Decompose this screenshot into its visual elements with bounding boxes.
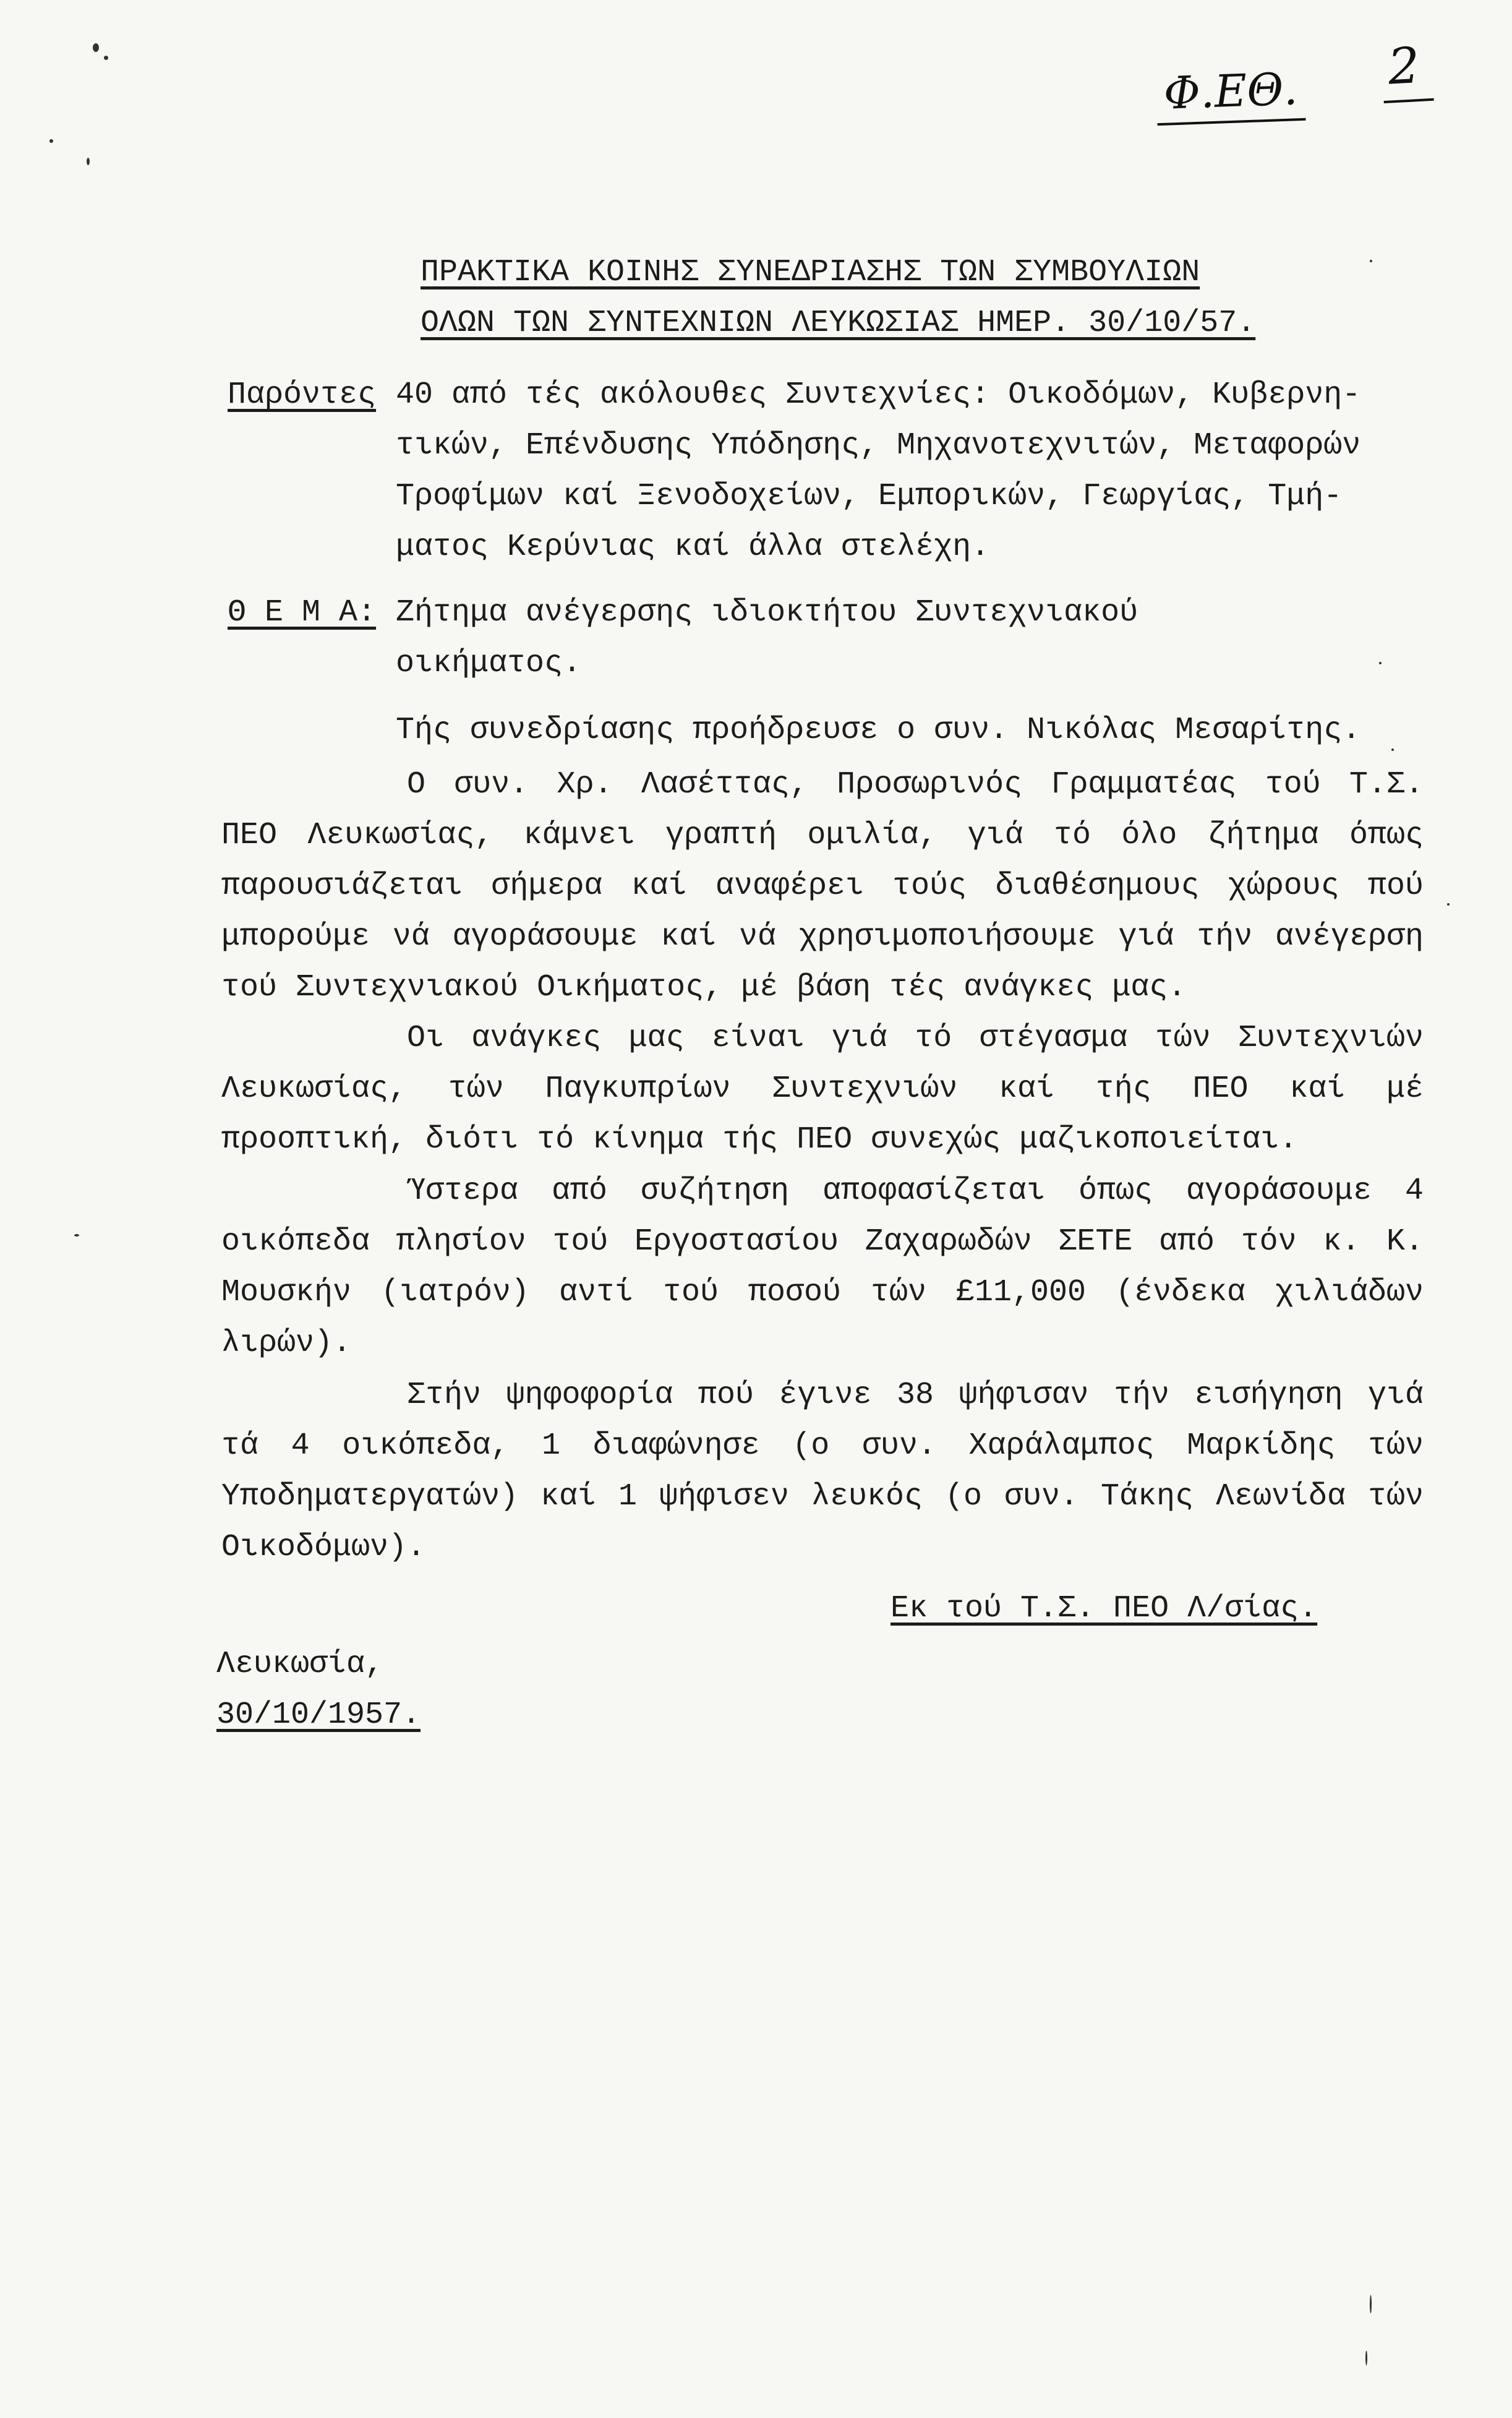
date-line: 30/10/1957. [216, 1697, 421, 1733]
scan-speck [93, 43, 99, 52]
place-line: Λευκωσία, [216, 1647, 384, 1682]
scan-speck [1391, 748, 1394, 751]
title-line-1: ΠΡΑΚΤΙΚΑ ΚΟΙΝΗΣ ΣΥΝΕΔΡΙΑΣΗΣ ΤΩΝ ΣΥΜΒΟΥΛΙΩΝ [421, 255, 1200, 290]
present-line-3: Τροφίμων καί Ξενοδοχείων, Εμπορικών, Γεωργίας, Τμή- [396, 479, 1343, 514]
present-label: Παρόντες [228, 377, 377, 413]
scan-speck [49, 139, 53, 143]
signature-text: Εκ τού Τ.Σ. ΠΕΟ Λ/σίας. [891, 1591, 1318, 1626]
handwritten-page-number: 2 [1380, 36, 1433, 103]
scan-speck [104, 56, 108, 60]
present-list [396, 370, 1422, 573]
scan-speck [1447, 903, 1450, 906]
scan-speck [74, 1234, 79, 1237]
title-line-2: ΟΛΩΝ ΤΩΝ ΣΥΝΤΕΧΝΙΩΝ ΛΕΥΚΩΣΙΑΣ ΗΜΕΡ. 30/10/57. [421, 306, 1256, 341]
topic-line-2: οικήματος. [396, 646, 582, 681]
document-title [421, 247, 1348, 349]
scan-speck [1370, 2295, 1372, 2313]
handwritten-reference: Φ.ΕΘ. [1155, 62, 1306, 126]
signature-block [891, 1584, 1317, 1634]
paragraph-needs: Οι ανάγκες μας είναι γιά τό στέγασμα τών Συντεχνιών Λευκωσίας, τών Παγκυπρίων Συντεχνιών καί τής ΠΕΟ καί μέ προοπτική, διότι τό κίνημα τής ΠΕΟ συνεχώς μαζικοποιείται. [221, 1021, 1424, 1157]
present-line-2: τικών, Επένδυσης Υπόδησης, Μηχανοτεχνιτών, Μεταφορών [396, 428, 1361, 463]
scan-speck [1365, 2351, 1367, 2365]
present-line-1: 40 από τές ακόλουθες Συντεχνίες: Οικοδόμων, Κυβερνη- [396, 377, 1361, 413]
topic-line-1: Ζήτημα ανέγερσης ιδιοκτήτου Συντεχνιακού [396, 595, 1138, 630]
paragraph-report: Ο συν. Χρ. Λασέττας, Προσωρινός Γραμματέας τού Τ.Σ. ΠΕΟ Λευκωσίας, κάμνει γραπτή ομιλία, γιά τό όλο ζήτημα όπως παρουσιάζεται σήμερα καί αναφέρει τούς διαθέσημους χώρους πού μπορούμε νά αγοράσουμε καί νά χρησιμοποιήσουμε γιά τήν ανέγερση τού Συντεχνιακού Οικήματος, μέ βάση τές ανάγκες μας. [221, 767, 1424, 1005]
scan-speck [1370, 260, 1372, 262]
scan-speck [1379, 662, 1382, 664]
paragraph-decision: Ύστερα από συζήτηση αποφασίζεται όπως αγοράσουμε 4 οικόπεδα πλησίον τού Εργοστασίου Ζαχαρωδών ΣΕΤΕ από τόν κ. Κ. Μουσκήν (ιατρόν) αντί τού ποσού τών £11,000 (ένδεκα χιλιάδων λιρών). [221, 1173, 1424, 1361]
scan-speck [87, 158, 90, 165]
present-line-4: ματος Κερύνιας καί άλλα στελέχη. [396, 529, 990, 565]
paragraph-vote: Στήν ψηφοφορία πού έγινε 38 ψήφισαν τήν εισήγηση γιά τά 4 οικόπεδα, 1 διαφώνησε (ο συν. Χαράλαμπος Μαρκίδης τών Υποδηματεργατών) καί 1 ψήφισεν λευκός (ο συν. Τάκης Λεωνίδα τών Οικοδόμων). [221, 1378, 1424, 1565]
chair-statement: Τής συνεδρίασης προήδρευσε ο συν. Νικόλας Μεσαρίτης. [396, 713, 1361, 748]
topic-label: Θ Ε Μ Α: [228, 595, 377, 630]
